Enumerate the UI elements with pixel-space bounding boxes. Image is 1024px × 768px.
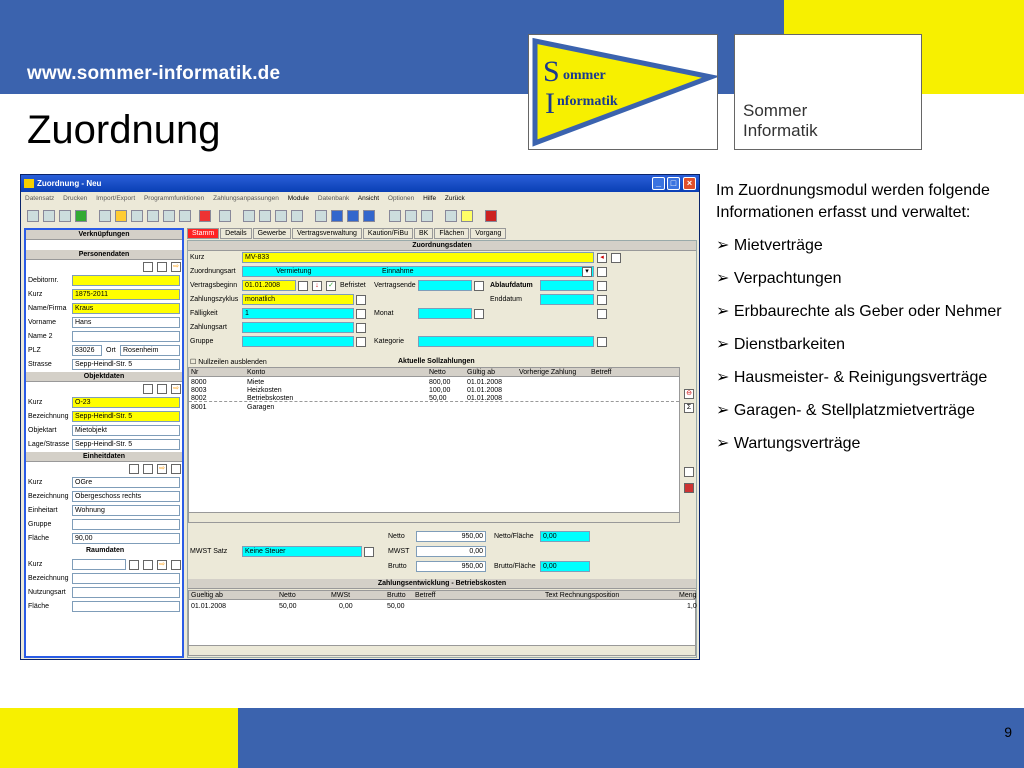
gruppe-select[interactable]: [242, 336, 354, 347]
label: Fläche: [28, 603, 50, 610]
page-number: 9: [1004, 724, 1012, 740]
filter-icon[interactable]: [115, 210, 127, 222]
befristet-label[interactable]: Befristet: [340, 282, 366, 289]
raum-bez-row: [26, 572, 182, 586]
label: Objektart: [28, 427, 57, 434]
edit-icon[interactable]: [474, 281, 484, 291]
logo-line1: Sommer: [743, 101, 808, 120]
tab-bk[interactable]: BK: [414, 228, 433, 239]
einheitart-field[interactable]: Wohnung: [72, 505, 180, 516]
zuordnungsart-value: Vermietung: [276, 268, 312, 275]
calculator-icon[interactable]: [684, 467, 694, 477]
close-button[interactable]: ×: [683, 177, 696, 190]
label: Strasse: [28, 361, 52, 368]
menu-optionen[interactable]: Optionen: [387, 195, 415, 202]
zuordnung-header: Zuordnungsdaten: [188, 241, 696, 251]
bullet-item: ➢ Mietverträge: [716, 237, 823, 254]
label: Nutzungsart: [28, 589, 66, 596]
einheit-tools: [26, 462, 182, 476]
horizontal-scrollbar[interactable]: [189, 512, 679, 522]
person-plz-row: [26, 344, 182, 358]
soll-header: Aktuelle Sollzahlungen: [398, 358, 475, 365]
new-doc-icon[interactable]: [143, 384, 153, 394]
new-doc-icon[interactable]: [129, 560, 139, 570]
new-doc-icon[interactable]: [143, 262, 153, 272]
edit-icon[interactable]: [356, 337, 366, 347]
tab-kaution[interactable]: Kaution/FiBu: [363, 228, 413, 239]
person-name2-row: [26, 330, 182, 344]
person-kurz-field[interactable]: 1875-2011: [72, 289, 180, 300]
label: Netto/Fläche: [494, 533, 534, 540]
report-icon[interactable]: [684, 483, 694, 493]
column-header[interactable]: Konto: [247, 369, 266, 376]
column-header[interactable]: Betreff: [415, 592, 436, 599]
einheit-gruppe-row: [26, 518, 182, 532]
column-header[interactable]: MWSt: [331, 592, 351, 599]
menu-ansicht[interactable]: Ansicht: [357, 195, 380, 202]
zu-beginn-row: [188, 279, 696, 293]
objekt-kurz-row: [26, 396, 182, 410]
person-firma-row: [26, 302, 182, 316]
objekt-lage-row: [26, 438, 182, 452]
label: Gruppe: [28, 521, 52, 528]
label: Kurz: [28, 561, 43, 568]
label: Ort: [106, 347, 116, 354]
column-header[interactable]: Vorherige Zahlung: [519, 369, 577, 376]
zu-zyklus-row: [188, 293, 696, 307]
chevron-down-icon[interactable]: ▾: [582, 267, 592, 277]
soll-grid: [188, 367, 680, 523]
svg-text:S: S: [543, 55, 560, 88]
bullet-item: ➢ Wartungsverträge: [716, 435, 861, 452]
tab-bar: [187, 228, 507, 239]
print-icon[interactable]: [27, 210, 39, 222]
column-header[interactable]: Netto: [279, 592, 296, 599]
step2-icon[interactable]: [347, 210, 359, 222]
netto-field[interactable]: 950,00: [416, 531, 486, 542]
entw-grid-header: [189, 591, 695, 600]
objekt-bez-field[interactable]: Sepp-Heindl-Str. 5: [72, 411, 180, 422]
find-icon[interactable]: [157, 262, 167, 272]
table-row[interactable]: 8001 Garagen: [191, 404, 275, 411]
edit-icon[interactable]: [611, 253, 621, 263]
person-tools: [26, 260, 182, 274]
soll-grid-header: [189, 368, 679, 377]
person-debitor-row: [26, 274, 182, 288]
label: Zuordnungsart: [190, 268, 236, 275]
brutto-field[interactable]: 950,00: [416, 561, 486, 572]
bullet-item: ➢ Dienstbarkeiten: [716, 336, 846, 353]
label: Kurz: [28, 479, 43, 486]
summary-block: [188, 531, 696, 575]
table-row[interactable]: 01.01.2008 50,00 0,00 50,00 1,0: [191, 603, 697, 610]
label: Bezeichnung: [28, 493, 69, 500]
help-icon[interactable]: [461, 210, 473, 222]
links-header: Verknüpfungen: [26, 230, 182, 240]
zu-art-row: [188, 265, 696, 279]
entw-grid: [188, 590, 696, 656]
table-row[interactable]: 8002 Betriebskosten 50,00 01.01.2008: [189, 394, 679, 402]
nutzungsart-field[interactable]: [72, 587, 180, 598]
arrow-right-icon[interactable]: ⇨: [157, 560, 167, 570]
edit-icon[interactable]: [364, 547, 374, 557]
menu-zahlungsanpassungen[interactable]: Zahlungsanpassungen: [213, 195, 279, 202]
label: Netto: [388, 533, 405, 540]
label: Vertragsende: [374, 282, 416, 289]
objekt-art-row: [26, 424, 182, 438]
save-icon[interactable]: [199, 210, 211, 222]
edit-icon[interactable]: [597, 337, 607, 347]
step3-icon[interactable]: [363, 210, 375, 222]
raum-nutz-row: [26, 586, 182, 600]
edit-icon[interactable]: [597, 295, 607, 305]
edit-icon[interactable]: [597, 309, 607, 319]
document-icon[interactable]: [131, 210, 143, 222]
sum-icon[interactable]: Σ: [684, 403, 694, 413]
copy-icon[interactable]: [59, 210, 71, 222]
raum-flaeche-row: [26, 600, 182, 614]
window-titlebar[interactable]: [21, 175, 699, 192]
zu-kurz-row: [188, 251, 696, 265]
einheit-kurz-field[interactable]: OGre: [72, 477, 180, 488]
tab-flaechen[interactable]: Flächen: [434, 228, 469, 239]
label: Bezeichnung: [28, 575, 69, 582]
column-header[interactable]: Gültig ab: [467, 369, 496, 376]
app-icon: [24, 179, 34, 188]
column-header[interactable]: Gueltig ab: [191, 592, 223, 599]
zahlungsart-select[interactable]: [242, 322, 354, 333]
zuordnungsart-typ: Einnahme: [382, 268, 414, 275]
binoculars-icon[interactable]: [99, 210, 111, 222]
undo-icon[interactable]: [219, 210, 231, 222]
objekt-bez-row: [26, 410, 182, 424]
nav-prev-icon[interactable]: [259, 210, 271, 222]
menu-import-export[interactable]: Import/Export: [96, 195, 136, 202]
tab-vorgang[interactable]: Vorgang: [470, 228, 506, 239]
bottom-band: [238, 708, 1024, 768]
label: Debitornr.: [28, 277, 59, 284]
label: Kurz: [28, 399, 43, 406]
notes-icon[interactable]: [405, 210, 417, 222]
einheit-bez-field[interactable]: Obergeschoss rechts: [72, 491, 180, 502]
firma-field[interactable]: Kraus: [72, 303, 180, 314]
person-header: Personendaten: [26, 250, 182, 260]
arrow-right-icon[interactable]: ⇨: [171, 384, 181, 394]
einheit-bez-row: [26, 490, 182, 504]
svg-text:nformatik: nformatik: [557, 94, 618, 109]
edit-icon[interactable]: [474, 309, 484, 319]
label: MWST: [388, 548, 410, 555]
tab-gewerbe[interactable]: Gewerbe: [253, 228, 291, 239]
faelligkeit-field[interactable]: 1: [242, 308, 354, 319]
step1-icon[interactable]: [331, 210, 343, 222]
menu-datenbank[interactable]: Datenbank: [317, 195, 350, 202]
column-header[interactable]: Text Rechnungsposition: [545, 592, 620, 599]
globe-icon[interactable]: [179, 210, 191, 222]
toolbar: [23, 207, 699, 227]
edit-icon[interactable]: [356, 309, 366, 319]
check-icon[interactable]: ✓: [326, 281, 336, 291]
label: Monat: [374, 310, 394, 317]
monat-select[interactable]: [418, 308, 472, 319]
arrow-right-icon[interactable]: ⇨: [157, 464, 167, 474]
label: Brutto: [388, 563, 407, 570]
edit-icon[interactable]: [597, 267, 607, 277]
label: Name/Firma: [28, 305, 67, 312]
netto-flaeche-field[interactable]: 0,00: [540, 531, 590, 542]
company-logo: [734, 34, 922, 150]
nav-last-icon[interactable]: [291, 210, 303, 222]
mail-icon[interactable]: [421, 210, 433, 222]
enddatum-field[interactable]: [540, 294, 594, 305]
bullet-item: ➢ Verpachtungen: [716, 270, 842, 287]
label: MWST Satz: [190, 548, 228, 555]
zahlungszyklus-select[interactable]: monatlich: [242, 294, 354, 305]
menu-zurueck[interactable]: Zurück: [444, 195, 465, 202]
vertragsbeginn-field[interactable]: 01.01.2008: [242, 280, 296, 291]
objektart-field[interactable]: Mietobjekt: [72, 425, 180, 436]
table-row[interactable]: 8003 Heizkosten 100,00 01.01.2008: [191, 387, 503, 394]
window-title: Zuordnung - Neu: [37, 179, 102, 188]
menu-hilfe[interactable]: Hilfe: [423, 195, 437, 202]
tab-stamm[interactable]: Stamm: [187, 228, 219, 239]
edit-icon[interactable]: [171, 560, 181, 570]
tab-vertragsverwaltung[interactable]: Vertragsverwaltung: [292, 228, 362, 239]
table-row[interactable]: 8000 Miete 800,00 01.01.2008: [191, 379, 503, 386]
pen-icon[interactable]: [445, 210, 457, 222]
stamm-pane: [187, 240, 697, 658]
raum-header-row: [26, 546, 182, 558]
column-header[interactable]: Netto: [429, 369, 446, 376]
svg-text:ommer: ommer: [563, 68, 606, 83]
soll-header-row: [188, 357, 696, 367]
menu-programmfunktionen[interactable]: Programmfunktionen: [143, 195, 205, 202]
person-strasse-row: [26, 358, 182, 372]
einheit-header: Einheitdaten: [26, 452, 182, 462]
person-kurz-row: [26, 288, 182, 302]
horizontal-scrollbar[interactable]: [189, 645, 695, 655]
arrow-right-icon[interactable]: ⇨: [171, 262, 181, 272]
column-header[interactable]: Betreff: [591, 369, 612, 376]
label: Fläche: [28, 535, 50, 542]
label: Brutto/Fläche: [494, 563, 536, 570]
einheit-art-row: [26, 504, 182, 518]
label: Vertragsbeginn: [190, 282, 238, 289]
label: Bezeichnung: [28, 413, 69, 420]
raum-kurz-row: [26, 558, 182, 572]
slide-title: Zuordnung: [27, 108, 221, 152]
network-icon[interactable]: [163, 210, 175, 222]
lage-field[interactable]: Sepp-Heindl-Str. 5: [72, 439, 180, 450]
menu-drucken[interactable]: Drucken: [63, 195, 88, 202]
einheit-flaeche-row: [26, 532, 182, 546]
bullet-item: ➢ Erbbaurechte als Geber oder Nehmer: [716, 303, 1002, 320]
column-header[interactable]: Nr: [191, 369, 199, 376]
links-pane: [24, 228, 184, 658]
label: Einheitart: [28, 507, 58, 514]
zu-faellig-row: [188, 307, 696, 321]
find-icon[interactable]: [143, 464, 153, 474]
nav-next-icon[interactable]: [275, 210, 287, 222]
window-icon[interactable]: [315, 210, 327, 222]
edit-icon[interactable]: [356, 323, 366, 333]
zuordnung-kurz-field[interactable]: MV-833: [242, 252, 594, 263]
exit-icon[interactable]: [485, 210, 497, 222]
vorname-field[interactable]: Hans: [72, 317, 180, 328]
label: Vorname: [28, 319, 57, 326]
edit-icon[interactable]: [298, 281, 308, 291]
label: Lage/Strasse: [28, 441, 70, 448]
einheit-gruppe-field[interactable]: [72, 519, 180, 530]
column-header[interactable]: Brutto: [387, 592, 406, 599]
raum-flaeche-field[interactable]: [72, 601, 180, 612]
brutto-flaeche-field[interactable]: 0,00: [540, 561, 590, 572]
minimize-button[interactable]: _: [652, 177, 665, 190]
menu-datensatz[interactable]: Datensatz: [25, 195, 55, 202]
nav-first-icon[interactable]: [243, 210, 255, 222]
preview-icon[interactable]: [43, 210, 55, 222]
bullet-list: [716, 180, 1016, 455]
bottom-band-accent: [0, 708, 238, 768]
objekt-header: Objektdaten: [26, 372, 182, 382]
label: Zahlungszyklus: [190, 296, 239, 303]
edit-icon[interactable]: [171, 464, 181, 474]
zu-zart-row: [188, 321, 696, 335]
chart-icon[interactable]: [147, 210, 159, 222]
debitor-field[interactable]: [72, 275, 180, 286]
plz-field[interactable]: 83026: [72, 345, 102, 356]
tab-details[interactable]: Details: [220, 228, 251, 239]
down-arrow-icon[interactable]: ↓: [312, 281, 322, 291]
label: Ablaufdatum: [490, 282, 533, 289]
entw-header: Zahlungsentwicklung - Betriebskosten: [188, 579, 696, 589]
zu-gruppe-row: [188, 335, 696, 349]
label: Fälligkeit: [190, 310, 218, 317]
raum-bez-field[interactable]: [72, 573, 180, 584]
label: Kurz: [28, 291, 43, 298]
ablaufdatum-field[interactable]: [540, 280, 594, 291]
bullet-intro: Im Zuordnungsmodul werden folgende Informationen erfasst und verwaltet:: [716, 182, 990, 221]
raum-header: Raumdaten: [86, 547, 125, 554]
find-icon[interactable]: [143, 560, 153, 570]
menu-module[interactable]: Module: [287, 195, 310, 202]
label: PLZ: [28, 347, 41, 354]
menu-bar: [25, 195, 472, 205]
label: Gruppe: [190, 338, 214, 345]
column-header[interactable]: Meng: [679, 592, 697, 599]
mwst-field[interactable]: 0,00: [416, 546, 486, 557]
label: Kategorie: [374, 338, 404, 345]
label: Enddatum: [490, 296, 522, 303]
logo-line2: Informatik: [743, 121, 818, 140]
vertragsende-field[interactable]: [418, 280, 472, 291]
calendar-icon[interactable]: [389, 210, 401, 222]
objekt-kurz-field[interactable]: O-23: [72, 397, 180, 408]
objekt-tools: [26, 382, 182, 396]
label: Name 2: [28, 333, 53, 340]
nullzeilen-checkbox[interactable]: ☐ Nullzeilen ausblenden: [190, 359, 267, 366]
strasse-field[interactable]: Sepp-Heindl-Str. 5: [72, 359, 180, 370]
app-window: [20, 174, 700, 660]
new-doc-icon[interactable]: [129, 464, 139, 474]
pennant-logo: [528, 34, 718, 150]
edit-icon[interactable]: [356, 295, 366, 305]
kategorie-select[interactable]: [418, 336, 594, 347]
einheit-kurz-row: [26, 476, 182, 490]
mwst-satz-select[interactable]: Keine Steuer: [242, 546, 362, 557]
bullet-item: ➢ Garagen- & Stellplatzmietverträge: [716, 402, 975, 419]
svg-text:I: I: [545, 87, 555, 120]
back-arrow-icon[interactable]: ◂: [597, 253, 607, 263]
edit-icon[interactable]: [597, 281, 607, 291]
person-vorname-row: [26, 316, 182, 330]
label: Zahlungsart: [190, 324, 227, 331]
site-url: www.sommer-informatik.de: [27, 63, 281, 84]
maximize-button[interactable]: □: [667, 177, 680, 190]
ort-field[interactable]: Rosenheim: [120, 345, 180, 356]
name2-field[interactable]: [72, 331, 180, 342]
excel-icon[interactable]: [75, 210, 87, 222]
raum-kurz-field[interactable]: [72, 559, 126, 570]
einheit-flaeche-field[interactable]: 90,00: [72, 533, 180, 544]
delete-icon[interactable]: ⊖: [684, 389, 694, 399]
find-icon[interactable]: [157, 384, 167, 394]
bullet-item: ➢ Hausmeister- & Reinigungsverträge: [716, 369, 988, 386]
label: Kurz: [190, 254, 205, 261]
